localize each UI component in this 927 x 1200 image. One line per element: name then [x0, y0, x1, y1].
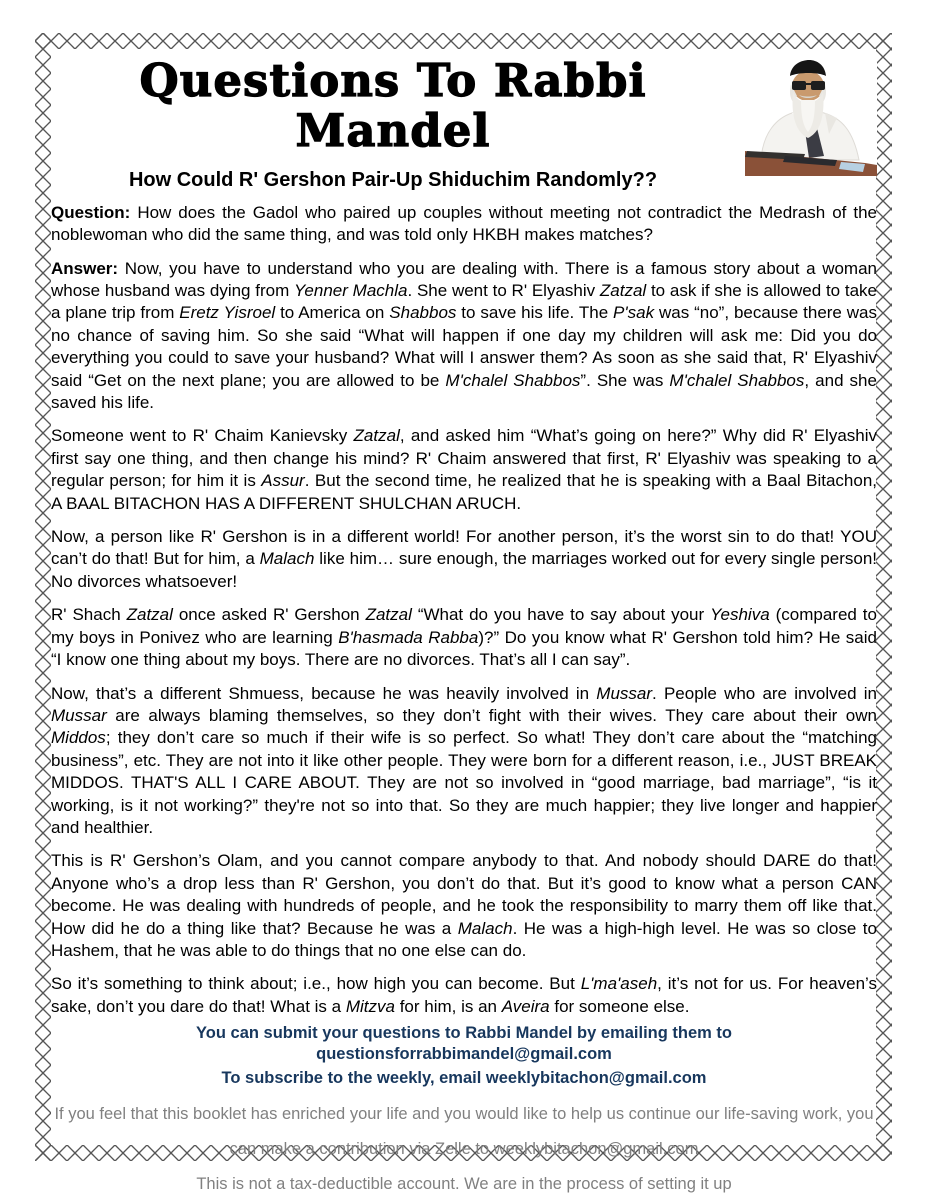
page-subtitle: How Could R' Gershon Pair-Up Shiduchim Randomly?? — [128, 168, 658, 191]
italic-run: Mussar — [596, 683, 653, 703]
article-body — [51, 202, 877, 1018]
text-run: So it’s something to think about; i.e., how high you can become. But — [51, 974, 581, 994]
italic-run: Mitzva — [345, 996, 395, 1016]
text-run: )?” Do you know what R' Gershon told him? He said “I know one thing about my boys. There are no divorces. That’s all I can say”. — [51, 627, 877, 670]
text-run: Now, you have to understand who you are dealing with. There is a famous story about a woman whose husband was dying from — [51, 258, 877, 300]
text-run: “What do you have to say about your — [411, 605, 711, 625]
contribution-line-2: can make a contribution via Zelle to weeklybitachon@gmail.com — [229, 1140, 699, 1159]
italic-run: M'chalel Shabbos — [445, 370, 581, 390]
submit-questions-line: You can submit your questions to Rabbi Mandel by emailing them to questionsforrabbimandel@gmail.com — [196, 1024, 732, 1064]
answer-paragraph-4 — [51, 604, 877, 671]
italic-run: Yeshiva — [710, 605, 770, 625]
text-run: Now, that’s a different Shmuess, because he was heavily involved in — [51, 683, 597, 703]
text-run: ”. She was — [580, 370, 670, 390]
answer-paragraph-1 — [51, 258, 877, 415]
text-run: , and she saved his life. — [51, 370, 877, 413]
answer-paragraph-5 — [51, 683, 877, 840]
text-run: Someone went to R' Chaim Kanievsky — [51, 426, 354, 446]
answer-paragraph-7 — [51, 973, 877, 1018]
text-run: . She went to R' Elyashiv — [407, 281, 600, 300]
contribution-line-1: If you feel that this booklet has enriched your life and you would like to help us continue our life-saving work, you — [54, 1105, 874, 1124]
italic-run: Malach — [457, 918, 513, 938]
italic-run: Zatzal — [353, 426, 400, 446]
answer-paragraph-6 — [51, 850, 877, 962]
footer — [51, 1023, 877, 1194]
text-run: are always blaming themselves, so they don’t fight with their wives. They care about their own — [106, 705, 877, 725]
text-run: , and asked him “What’s going on here?” Why did R' Elyashiv first say one thing, and then change his mind? R' Chaim answered that first, R' Elyashiv was speaking to a regular person; for him it is — [51, 426, 877, 491]
text-run: once asked R' Gershon — [172, 605, 366, 625]
answer-paragraph-2 — [51, 425, 877, 515]
text-run: , it’s not for us. For heaven’s sake, don’t you dare do that! What is a — [51, 974, 877, 1016]
text-run: R' Shach — [51, 605, 127, 625]
italic-run: Mussar — [51, 705, 107, 725]
italic-run: Assur — [261, 471, 305, 491]
text-run: to ask if she is allowed to take a plane trip from — [51, 281, 878, 323]
page-content — [51, 52, 877, 1194]
text-run: to America on — [275, 303, 390, 323]
italic-run: M'chalel Shabbos — [669, 370, 805, 390]
question-paragraph — [51, 202, 877, 247]
italic-run: Yenner Machla — [294, 281, 408, 300]
text-run: ; they don’t care so much if their wife is so perfect. So what! They don’t care about the “matching business”, etc. They are not into it like other people. They were born for a different reason, i.e., JUST BREAK MIDDOS. THAT'S ALL I CARE ABOUT. They are not so involved in “good marriage, bad marriage”, “is it working, is it not working?” they're not so into that. So they are much happier; they live longer and happier and healthier. — [51, 728, 877, 837]
text-run: for him, is an — [394, 996, 502, 1016]
text-run: . People who are involved in — [652, 683, 877, 703]
italic-run: Zatzal — [365, 605, 412, 625]
italic-run: Zatzal — [599, 281, 647, 300]
italic-run: Malach — [259, 549, 315, 569]
text-run: . He was a high-high level. He was so close to Hashem, that he was able to do things that no one else can do. — [51, 918, 877, 960]
text-run: was “no”, because there was no chance of saving him. So she said “What will happen if one day my children will ask me: Did you do everything you could to save your husband? What will I answer them? As soon as she said that, R' Elyashiv said “Get on the next plane; you are allowed to be — [51, 303, 878, 390]
italic-run: L'ma'aseh — [580, 974, 658, 994]
italic-run: B'hasmada Rabba — [338, 627, 479, 647]
italic-run: Eretz Yisroel — [179, 303, 276, 323]
italic-run: P'sak — [613, 303, 655, 323]
italic-run: Aveira — [501, 996, 550, 1016]
bold-run: Question: — [51, 202, 138, 222]
text-run: (compared to my boys in Ponivez who are learning — [51, 605, 877, 647]
italic-run: Zatzal — [126, 605, 173, 625]
italic-run: Middos — [51, 728, 106, 748]
text-run: Now, a person like R' Gershon is in a different world! For another person, it’s the worst sin to do that! YOU can’t do that! But for him, a — [51, 527, 877, 569]
text-run: . But the second time, he realized that he is speaking with a Baal Bitachon, A BAAL BITACHON HAS A DIFFERENT SHULCHAN ARUCH. — [51, 471, 878, 513]
subscribe-line: To subscribe to the weekly, email weeklybitachon@gmail.com — [221, 1069, 707, 1088]
page-title: Questions To Rabbi Mandel — [139, 54, 647, 158]
bold-run: Answer: — [51, 258, 125, 278]
text-run: How does the Gadol who paired up couples without meeting not contradict the Medrash of the noblewoman who did the same thing, and was told only HKBH makes matches? — [51, 202, 877, 245]
rabbi-photo — [745, 56, 877, 176]
text-run: This is R' Gershon’s Olam, and you cannot compare anybody to that. And nobody should DARE do that! Anyone who’s a drop less than R' Gershon, you don’t do that. But it’s good to know what a person CAN become. He was dealing with hundreds of people, and he took the responsibility to marry them off like that. How did he do a thing like that? Because he was a — [51, 851, 877, 938]
text-run: to save his life. The — [456, 303, 614, 323]
tax-note-line: This is not a tax-deductible account. We are in the process of setting it up — [196, 1175, 732, 1194]
italic-run: Shabbos — [389, 303, 457, 323]
text-run: for someone else. — [549, 996, 690, 1016]
text-run: like him… sure enough, the marriages worked out for every single person! No divorces whatsoever! — [51, 549, 878, 591]
answer-paragraph-3 — [51, 526, 877, 593]
